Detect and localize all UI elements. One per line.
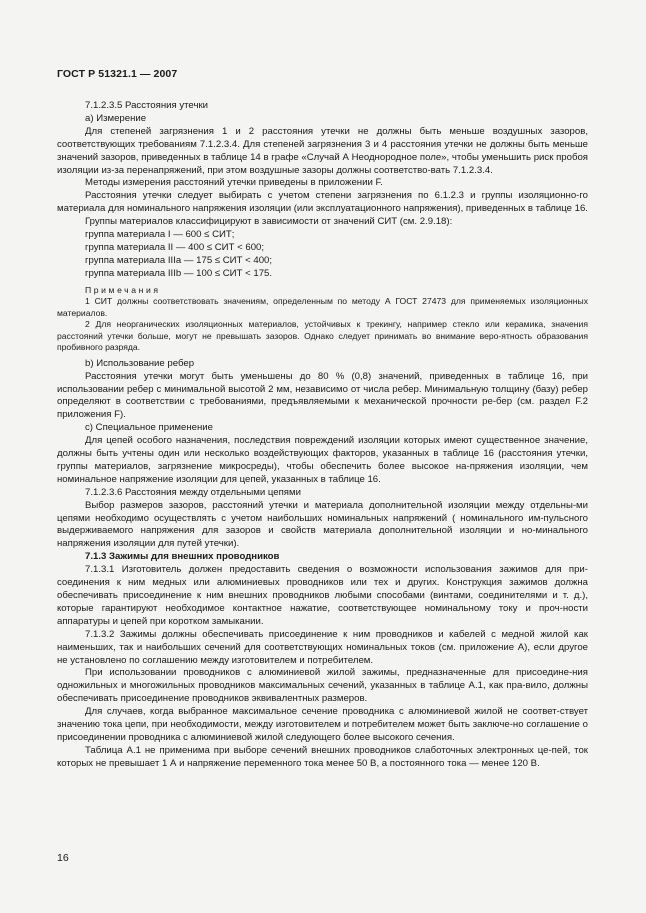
paragraph: Таблица А.1 не применима при выборе сечений внешних проводников слаботочных электронных це-пей, ток которых не превышает 1 А и напряжение переменного тока менее 50 В, а постоянного тока — менее 120 В. <box>57 744 588 769</box>
paragraph: Для степеней загрязнения 1 и 2 расстояния утечки не должны быть меньше воздушных зазоров, соответствующих требованиям 7.1.2.3.4. Для степеней загрязнения 3 и 4 расстояния утечки не должны быть меньше значений зазоров, приведенных в таблице 14 в графе «Случай А Неоднородное поле», чтобы уменьшить риск пробоя изоляции из-за перенапряжений, при этом воздушные зазоры должны соответство-вать 7.1.2.3.4. <box>57 125 588 176</box>
paragraph: 7.1.2.3.5 Расстояния утечки <box>85 100 209 111</box>
paragraph: Для цепей особого назначения, последствия повреждений изоляции которых имеют существенное значение, должны быть учтены один или несколько воздействующих факторов, указанных в таблице 16 (расстояния утечки, группы материалов, загрязнение микросреды), чтобы обеспечить более высокое на-пряжения изоляции, чем номинальное напряжение изоляции для цепей, указанных в таблице 16. <box>57 435 588 485</box>
paragraph: 1 СИТ должны соответствовать значениям, определенным по методу А ГОСТ 27473 для применяемых изоляционных материалов. <box>57 296 588 318</box>
paragraph: с) Специальное применение <box>85 422 213 434</box>
paragraph: 7.1.3.1 Изготовитель должен предоставить сведения о возможности использования зажимов для при-соединения к ним медных или алюминиевых проводников или тех и других. Конструкция зажимов должна обеспечивать присоединение к ним внешних проводников любыми способами (винтами, соединителями и т. д.), которые гарантируют необходимое контактное нажатие, соответствующее номинальному току и проч-ности аппаратуры и цепей при коротком замыкании. <box>57 564 588 627</box>
paragraph: Примечания <box>85 284 161 295</box>
page-number: 16 <box>57 852 69 864</box>
paragraph: 7.1.3.2 Зажимы должны обеспечивать присоединение к ним проводников и кабелей с медной жилой как наименьших, так и наибольших сечений для соответствующих номинальных токов (см. приложение А), если другое не установлено по соглашению между изготовителем и потребителем. <box>57 628 588 666</box>
paragraph: группа материала II — 400 ≤ СИТ < 600; <box>85 241 265 253</box>
paragraph: группа материала IIIa — 175 ≤ СИТ < 400; <box>85 254 273 266</box>
paragraph: Выбор размеров зазоров, расстояний утечки и материала дополнительной изоляции между отдельны-ми цепями необходимо осуществлять с учетом наибольших номинальных напряжений ( номинального им-пульсного выдерживаемого напряжения для зазоров и свойств материала дополнительной изоляции и но-минального напряжения изоляции для путей утечки). <box>57 499 588 550</box>
paragraph: группа материала I — 600 ≤ СИТ; <box>85 229 235 241</box>
paragraph: 7.1.2.3.6 Расстояния между отдельными цепями <box>85 486 301 498</box>
paragraph: Методы измерения расстояний утечки приведены в приложении F. <box>85 177 383 189</box>
paragraph: Группы материалов классифицируют в зависимости от значений СИТ (см. 2.9.18): <box>85 216 453 228</box>
paragraph: а) Измерение <box>85 112 147 124</box>
paragraph: Расстояния утечки следует выбирать с учетом степени загрязнения по 6.1.2.3 и группы изоляционно-го материала для номинального напряжения изоляции (или эксплуатационного напряжения), приведенных в таблице 16. <box>57 190 588 215</box>
paragraph: 2 Для неорганических изоляционных материалов, устойчивых к трекингу, например стекло или керамика, значения расстояний утечки больше, могут не превышать зазоров. Однако следует принимать во внимание веро-ятность образования пробивного разряда. <box>57 319 588 353</box>
document-body <box>57 100 588 771</box>
paragraph: группа материала IIIb — 100 ≤ СИТ < 175. <box>85 267 273 279</box>
paragraph: Для случаев, когда выбранное максимальное сечение проводника с алюминиевой жилой не соответ-ствует значению тока цепи, при необходимости, между изготовителем и потребителем может быть заключе-но соглашение о присоединении проводника с алюминиевой жилой следующего более высокого сечения. <box>57 706 588 743</box>
paragraph: При использовании проводников с алюминиевой жилой зажимы, предназначенные для присоедине-ния одножильных и многожильных проводников максимальных сечений, указанных в таблице А.1, как пра-вило, должны обеспечивать присоединение проводников эквивалентных размеров. <box>57 667 588 705</box>
paragraph: 7.1.3 Зажимы для внешних проводников <box>85 551 280 563</box>
paragraph: Расстояния утечки могут быть уменьшены до 80 % (0,8) значений, приведенных в таблице 16, при использовании ребер с минимальной высотой 2 мм, независимо от числа ребер. Минимальную толщину (базу) ребер определяют в соответствии с требованиями, предъявляемыми к механической прочности ре-бер (см. раздел F.2 приложения F). <box>57 370 588 421</box>
paragraph: b) Использование ребер <box>85 357 195 369</box>
document-header: ГОСТ Р 51321.1 — 2007 <box>57 68 178 80</box>
